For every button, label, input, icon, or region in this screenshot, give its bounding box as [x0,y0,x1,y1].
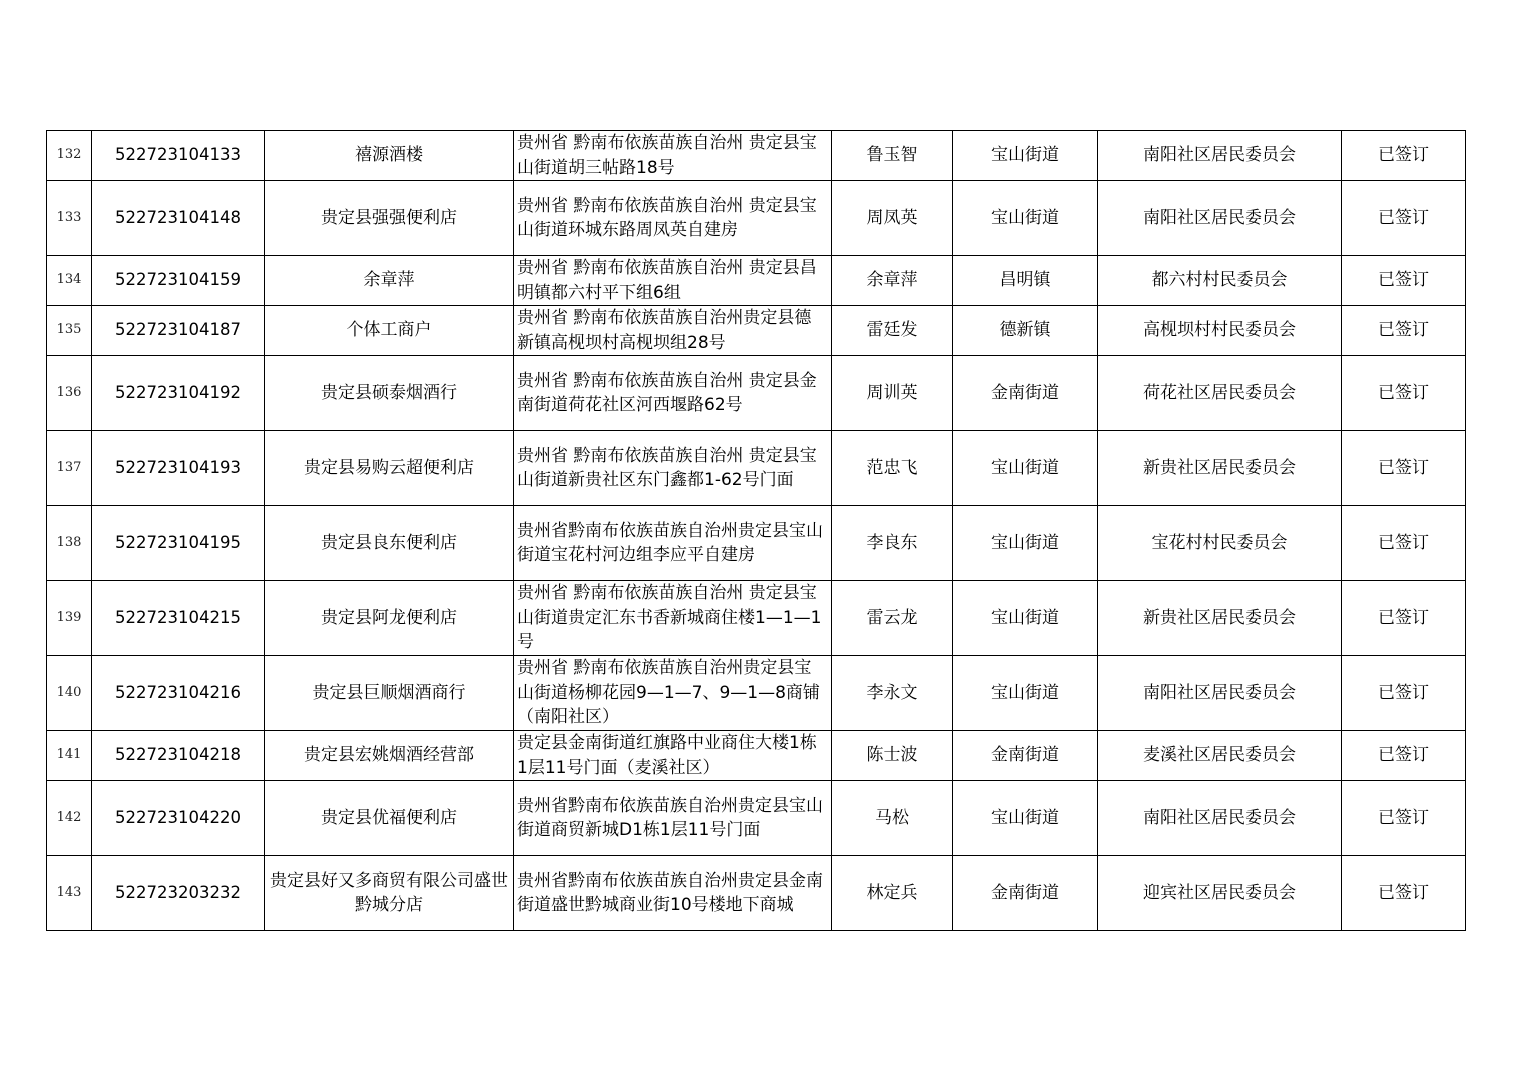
person-name: 李良东 [832,506,953,581]
table-row [47,581,1466,656]
license-code: 522723104220 [92,781,265,856]
sign-status: 已签订 [1342,581,1466,656]
row-index: 135 [47,306,92,356]
sign-status: 已签订 [1342,656,1466,731]
shop-name: 贵定县阿龙便利店 [265,581,514,656]
shop-name: 贵定县宏姚烟酒经营部 [265,731,514,781]
shop-name: 余章萍 [265,256,514,306]
shop-name: 贵定县好又多商贸有限公司盛世黔城分店 [265,856,514,931]
shop-address: 贵州省 黔南布依族苗族自治州 贵定县金南街道荷花社区河西堰路62号 [514,356,832,431]
table-row [47,431,1466,506]
table-row [47,306,1466,356]
street-name: 昌明镇 [953,256,1098,306]
row-index: 132 [47,131,92,181]
person-name: 雷云龙 [832,581,953,656]
license-code: 522723104133 [92,131,265,181]
committee-name: 新贵社区居民委员会 [1098,581,1342,656]
shop-address: 贵州省 黔南布依族苗族自治州 贵定县宝山街道贵定汇东书香新城商住楼1—1—1号 [514,581,832,656]
sign-status: 已签订 [1342,781,1466,856]
row-index: 143 [47,856,92,931]
person-name: 林定兵 [832,856,953,931]
license-code: 522723104187 [92,306,265,356]
shop-address: 贵州省 黔南布依族苗族自治州 贵定县宝山街道胡三帖路18号 [514,131,832,181]
shop-address: 贵州省 黔南布依族苗族自治州贵定县宝山街道杨柳花园9—1—7、9—1—8商铺（南阳社区） [514,656,832,731]
sign-status: 已签订 [1342,731,1466,781]
committee-name: 迎宾社区居民委员会 [1098,856,1342,931]
license-code: 522723104148 [92,181,265,256]
row-index: 140 [47,656,92,731]
license-code: 522723104195 [92,506,265,581]
license-code: 522723104218 [92,731,265,781]
sign-status: 已签订 [1342,506,1466,581]
shop-name: 贵定县巨顺烟酒商行 [265,656,514,731]
street-name: 宝山街道 [953,656,1098,731]
committee-name: 都六村村民委员会 [1098,256,1342,306]
person-name: 陈士波 [832,731,953,781]
street-name: 宝山街道 [953,431,1098,506]
shop-address: 贵定县金南街道红旗路中业商住大楼1栋1层11号门面（麦溪社区） [514,731,832,781]
shop-address: 贵州省黔南布依族苗族自治州贵定县金南街道盛世黔城商业街10号楼地下商城 [514,856,832,931]
license-code: 522723104216 [92,656,265,731]
committee-name: 南阳社区居民委员会 [1098,781,1342,856]
committee-name: 高枧坝村村民委员会 [1098,306,1342,356]
sign-status: 已签订 [1342,256,1466,306]
sign-status: 已签订 [1342,431,1466,506]
street-name: 金南街道 [953,856,1098,931]
street-name: 宝山街道 [953,131,1098,181]
shop-name: 个体工商户 [265,306,514,356]
license-code: 522723104193 [92,431,265,506]
person-name: 雷廷发 [832,306,953,356]
shop-address: 贵州省黔南布依族苗族自治州贵定县宝山街道商贸新城D1栋1层11号门面 [514,781,832,856]
person-name: 马松 [832,781,953,856]
person-name: 周凤英 [832,181,953,256]
person-name: 范忠飞 [832,431,953,506]
row-index: 141 [47,731,92,781]
row-index: 139 [47,581,92,656]
shop-name: 贵定县硕泰烟酒行 [265,356,514,431]
street-name: 金南街道 [953,731,1098,781]
shop-address: 贵州省黔南布依族苗族自治州贵定县宝山街道宝花村河边组李应平自建房 [514,506,832,581]
shop-address: 贵州省 黔南布依族苗族自治州 贵定县昌明镇都六村平下组6组 [514,256,832,306]
person-name: 李永文 [832,656,953,731]
table-body [47,131,1466,931]
table-row [47,356,1466,431]
shop-name: 贵定县强强便利店 [265,181,514,256]
person-name: 周训英 [832,356,953,431]
license-code: 522723104215 [92,581,265,656]
shop-address: 贵州省 黔南布依族苗族自治州 贵定县宝山街道环城东路周凤英自建房 [514,181,832,256]
shop-name: 贵定县易购云超便利店 [265,431,514,506]
sign-status: 已签订 [1342,856,1466,931]
table-row [47,506,1466,581]
table-row [47,656,1466,731]
shop-address: 贵州省 黔南布依族苗族自治州贵定县德新镇高枧坝村高枧坝组28号 [514,306,832,356]
street-name: 宝山街道 [953,181,1098,256]
row-index: 138 [47,506,92,581]
shop-name: 禧源酒楼 [265,131,514,181]
license-code: 522723203232 [92,856,265,931]
committee-name: 南阳社区居民委员会 [1098,656,1342,731]
license-code: 522723104192 [92,356,265,431]
row-index: 133 [47,181,92,256]
street-name: 宝山街道 [953,781,1098,856]
table-row [47,181,1466,256]
table-row [47,256,1466,306]
shop-name: 贵定县良东便利店 [265,506,514,581]
license-code: 522723104159 [92,256,265,306]
registry-table [46,130,1466,931]
street-name: 宝山街道 [953,506,1098,581]
row-index: 134 [47,256,92,306]
committee-name: 宝花村村民委员会 [1098,506,1342,581]
street-name: 德新镇 [953,306,1098,356]
sign-status: 已签订 [1342,131,1466,181]
person-name: 余章萍 [832,256,953,306]
shop-name: 贵定县优福便利店 [265,781,514,856]
shop-address: 贵州省 黔南布依族苗族自治州 贵定县宝山街道新贵社区东门鑫都1-62号门面 [514,431,832,506]
row-index: 137 [47,431,92,506]
row-index: 142 [47,781,92,856]
sign-status: 已签订 [1342,356,1466,431]
table-row [47,781,1466,856]
committee-name: 荷花社区居民委员会 [1098,356,1342,431]
committee-name: 南阳社区居民委员会 [1098,131,1342,181]
committee-name: 麦溪社区居民委员会 [1098,731,1342,781]
sign-status: 已签订 [1342,306,1466,356]
committee-name: 南阳社区居民委员会 [1098,181,1342,256]
table-row [47,131,1466,181]
row-index: 136 [47,356,92,431]
sign-status: 已签订 [1342,181,1466,256]
table-row [47,856,1466,931]
committee-name: 新贵社区居民委员会 [1098,431,1342,506]
table-row [47,731,1466,781]
person-name: 鲁玉智 [832,131,953,181]
street-name: 金南街道 [953,356,1098,431]
street-name: 宝山街道 [953,581,1098,656]
